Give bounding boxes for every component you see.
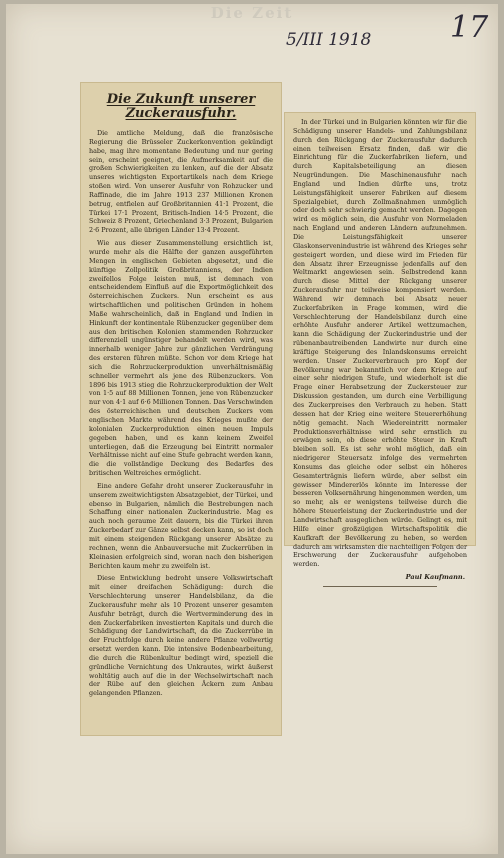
article-end-rule bbox=[323, 586, 437, 587]
article-paragraph: In der Türkei und in Bulgarien könnten wir für die Schädigung unserer Handels- und Zahlungsbilanz durch den Rückgang der Zuckerausfuhr dadurch einen teilweisen Ersatz finden, daß wir die Einrichtung für die Zuckerfabriken liefern, und durch Kapitalsbeteiligung an diesen Neugründungen. Die Maschinenausfuhr nach England und Indien dürfte uns, trotz Leistungsfähigkeit unserer Fabriken auf diesem Spezialgebiet, durch Zollmaßnahmen unmöglich oder doch sehr schwierig gemacht werden. Dagegen wird es möglich sein, die Ausfuhr von Normeladen nach England und anderen Ländern aufzunehmen. Die Leistungsfähigkeit unserer Glaskonservenindustrie ist während des Krieges sehr gesteigert worden, und diese wird im Frieden für den Absatz ihrer Erzeugnisse jedenfalls auf den Weltmarkt angewiesen sein. Selbstredend kann durch diese Mittel der Rückgang unserer Zuckerausfuhr nur teilweise kompensiert werden. Während wir demnach bei Absatz neuer Zuckerfabriken in Frage kommen, wird die Verschlechterung der Handelsbilanz durch eine erhöhte Ausfuhr anderer Artikel wettzumachen, kann die Schädigung der Zuckerindustrie und der rübenanbautreibenden Landwirte nur durch eine kräftige Steigerung des Inlandskonsums erreicht werden. Unser Zuckerverbrauch pro Kopf der Bevölkerung war bekanntlich vor dem Kriege auf einer sehr niedrigen Stufe, und wiederholt ist die Frage einer Herabsetzung der Zuckersteuer zur Diskussion gestanden, um durch eine Verbilligung des Zuckerpreises den Verbrauch zu heben. Statt dessen hat der Krieg eine weitere Steuererhöhung nötig gemacht. Nach Wiedereintritt normaler Produktionsverhältnisse wird sehr ernstlich zu erwägen sein, ob diese erhöhte Steuer in Kraft bleiben soll. Es ist sehr wohl möglich, daß ein niedrigerer Steuersatz infolge des vermehrten Konsums das gleiche oder selbst ein höheres Gesamterträgnis liefern würde, aber selbst ein gewisser Mindererlös könnte im Interesse der besseren Volksernährung hingenommen werden, um so mehr, als er wenigstens teilweise durch die höhere Steuerleistung der Zuckerindustrie und der Landwirtschaft ausgeglichen würde. Gelingt es, mit Hilfe einer großzügigen Wirtschaftspolitik die Kaufkraft der Bevölkerung zu heben, so werden dadurch am wirksamsten die nachteiligen Folgen der Erschwerung der Zuckerausfuhr aufgehoben werden. bbox=[293, 118, 467, 569]
handwritten-archive-number: 17 bbox=[450, 10, 489, 45]
article-paragraph: Eine andere Gefahr droht unserer Zuckerausfuhr in unserem zweitwichtigsten Absatzgebiet, der Türkei, und ebenso in Bulgarien, nämlich die Bestrebungen nach Schaffung einer nationalen Zuckerindustrie. Mag es auch noch geraume Zeit dauern, bis die Türkei ihren Zuckerbedarf zur Gänze selbst decken kann, so ist doch mit einem steigenden Rückgang unserer Absätze zu rechnen, wenn die Anbauversuche mit Zuckerrüben in Kleinasien erfolgreich sind, woran nach den bisherigen Berichten kaum mehr zu zweifeln ist. bbox=[89, 481, 273, 570]
newspaper-masthead: Die Zeit bbox=[210, 4, 294, 22]
article-clipping-right bbox=[284, 112, 476, 582]
article-author: Paul Kaufmann. bbox=[405, 573, 465, 582]
article-clipping-left bbox=[80, 82, 282, 736]
article-paragraph: Die amtliche Meldung, daß die französische Regierung die Brüsseler Zuckerkonvention gekündigt habe, mag ihre momentane Bedeutung und nur gering sein, erscheint geeignet, die Aufmerksamkeit auf die großen Schwierigkeiten zu lenken, auf die der Absatz unseres wichtigsten Exportartikels nach dem Kriege stoßen wird. Von unserer Ausfuhr von Rohzucker und Raffinade, die im Jahre 1913 237 Millionen Kronen betrug, entfielen auf Großbritannien 41·1 Prozent, die Türkei 17·1 Prozent, Britisch-Indien 14·5 Prozent, die Schweiz 8 Prozent, Griechenland 3·3 Prozent, Bulgarien 2·6 Prozent, alle übrigen Länder 13·4 Prozent. bbox=[89, 129, 273, 235]
handwritten-date: 5/III 1918 bbox=[286, 30, 372, 50]
article-paragraph: Diese Entwicklung bedroht unsere Volkswirtschaft mit einer dreifachen Schädigung: durch die Verschlechterung unserer Handelsbilanz, da die Zuckerausfuhr mehr als 10 Prozent unserer gesamten Ausfuhr beträgt, durch die Wertverminderung des in den Zuckerfabriken investierten Kapitals und durch die Schädigung der Landwirtschaft, da die Zuckerrübe in der Fruchtfolge durch keine andere Pflanze vollwertig ersetzt werden kann. Die intensive Bodenbearbeitung, die durch die Rübenkultur bedingt wird, speziell die gründliche Vernichtung des Unkrautes, wirkt äußerst wohltätig auch auf die in der Wechselwirtschaft nach der Rübe auf den gleichen Äckern zum Anbau gelangenden Pflanzen. bbox=[89, 574, 273, 698]
article-headline: Die Zukunft unserer Zuckerausfuhr. bbox=[106, 92, 256, 121]
article-column-right bbox=[285, 113, 475, 582]
article-paragraph: Wie aus dieser Zusammenstellung ersichtlich ist, wurde mehr als die Hälfte der ganzen ausgeführten Mengen in englischen Gebieten abgesetzt, und die künftige Zollpolitik Großbritanniens, der Indien zweifellos Folge leisten muß, ist demnach von entscheidendem Einfluß auf die Exportmöglichkeit des österreichischen Zuckers. Nun erscheint es aus wirtschaftlichen und politischen Gründen in hohem Maße wahrscheinlich, daß in England und Indien in Hinkunft der kontinentale Rübenzucker gegenüber dem aus den britischen Kolonien stammenden Rohrzucker differenziell ungünstiger behandelt werden wird, was innerhalb weniger Jahre zur gänzlichen Verdrängung des ersteren führen müßte. Schon vor dem Kriege hat sich die Rohrzuckerproduktion unverhältnismäßig schneller vermehrt als jene des Rübenzuckers. Von 1896 bis 1913 stieg die Rohrzuckerproduktion der Welt von 1·5 auf 88 Millionen Tonnen, jene von Rübenzucker nur von 4·1 auf 6·6 Millionen Tonnen. Das Verschwinden des österreichischen und deutschen Zuckers vom englischen Markte während des Krieges mußte der kolonialen Zuckerproduktion einen neuen Impuls gegeben haben, und es kann keinem Zweifel unterliegen, daß die Erzeugung bei Eintritt normaler Verhältnisse nicht auf eine Stufe gebracht werden kann, die die vollständige Deckung des Bedarfes des britischen Weltreiches ermöglicht. bbox=[89, 239, 273, 478]
article-column-left bbox=[81, 83, 281, 735]
